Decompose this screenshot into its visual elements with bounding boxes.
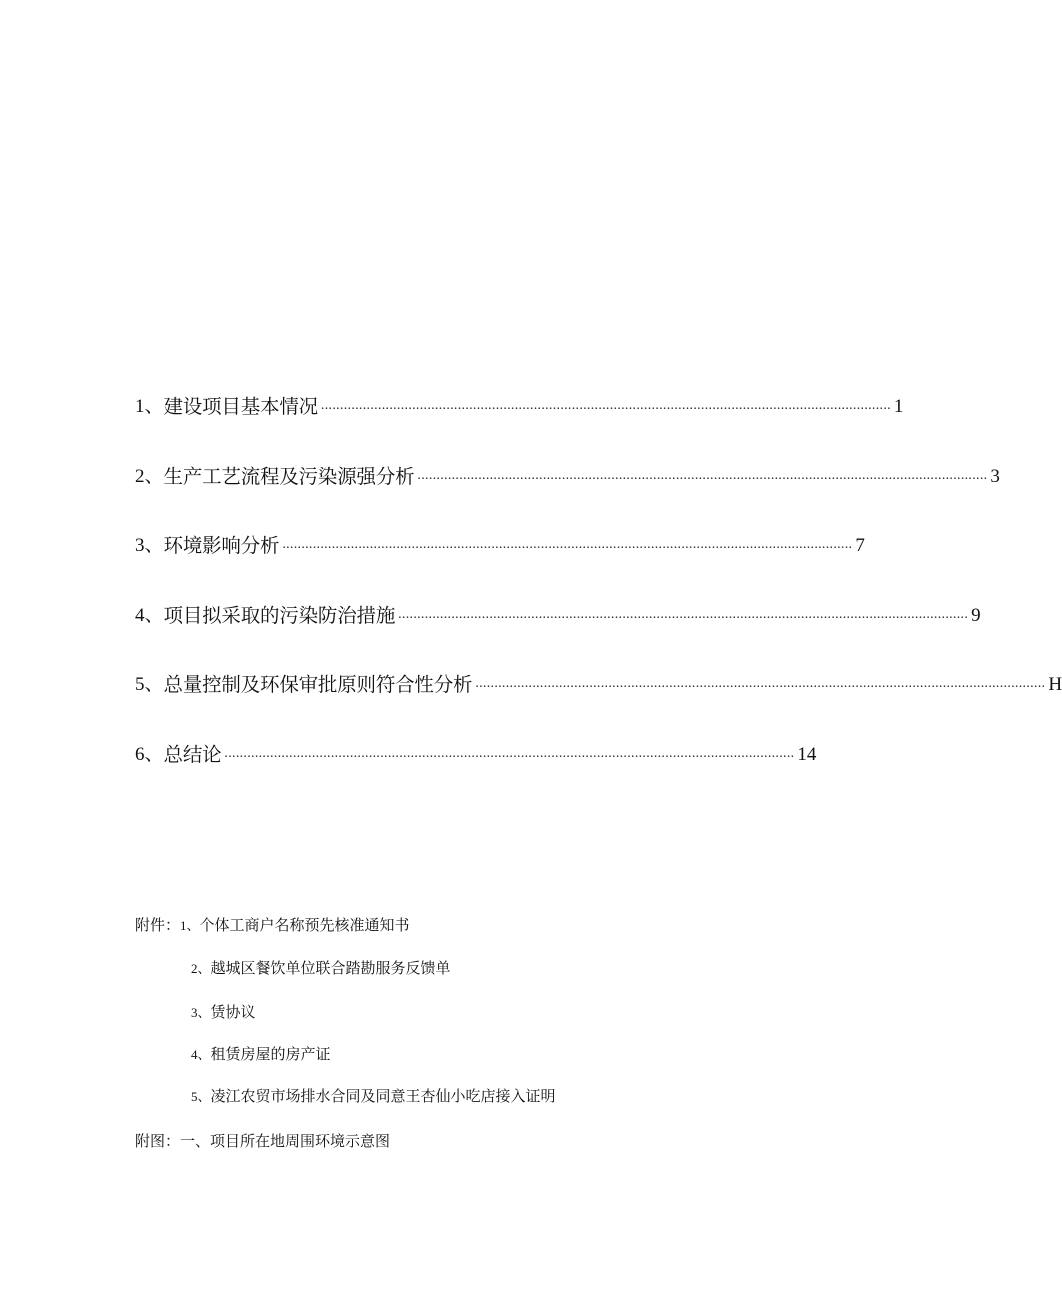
attachment-text: 个体工商户名称预先核准通知书 (199, 916, 410, 934)
toc-entry[interactable] (135, 458, 1000, 492)
toc-entry-title: 建设项目基本情况 (163, 395, 318, 418)
toc-dot-leader: ...................................................................................................................................................... (282, 537, 853, 553)
attachment-item (191, 1085, 556, 1108)
toc-entry-number: 5、 (135, 674, 164, 696)
toc-entry-page: 1 (893, 396, 904, 417)
toc-entry-title: 生产工艺流程及污染源强分析 (163, 464, 415, 488)
toc-entry[interactable] (135, 666, 1062, 700)
figure-text: 一、项目所在地周围环境示意图 (180, 1132, 391, 1150)
toc-entry-number: 4、 (135, 604, 164, 626)
toc-entry-page: 7 (855, 535, 865, 557)
toc-entry[interactable] (135, 388, 904, 422)
toc-entry[interactable] (135, 597, 981, 631)
toc-dot-leader: ...................................................................................................................................................... (398, 606, 969, 622)
toc-entry-title: 总量控制及环保审批原则符合性分析 (163, 673, 473, 697)
toc-entry-page: 9 (971, 604, 981, 626)
toc-entry-title: 总结论 (163, 742, 222, 766)
toc-entry-title: 项目拟采取的污染防治措施 (163, 603, 396, 627)
toc-entry-number: 6、 (135, 743, 164, 765)
table-of-contents (135, 388, 1062, 806)
toc-entry[interactable] (135, 527, 865, 561)
attachment-number: 2、 (191, 961, 211, 976)
toc-entry-number: 3、 (135, 535, 164, 557)
attachment-text: 赁协议 (210, 1003, 256, 1021)
attachment-text: 租赁房屋的房产证 (210, 1045, 331, 1063)
toc-entry-page: 3 (990, 465, 1000, 487)
toc-dot-leader: ...................................................................................................................................................... (417, 467, 988, 483)
attachments-label: 附件： (135, 916, 181, 934)
figures-label: 附图： (135, 1132, 181, 1150)
toc-dot-leader: ...................................................................................................................................................... (320, 398, 891, 413)
attachment-text: 凌江农贸市场排水合同及同意王杏仙小吃店接入证明 (210, 1087, 556, 1105)
attachment-number: 1、 (180, 918, 200, 933)
attachment-number: 5、 (191, 1089, 211, 1104)
attachment-number: 3、 (191, 1005, 211, 1020)
toc-entry-page: 14 (797, 743, 817, 765)
toc-entry-number: 2、 (135, 465, 164, 487)
attachment-item (135, 914, 410, 937)
toc-dot-leader: ...................................................................................................................................................... (224, 745, 795, 761)
toc-entry-number: 1、 (135, 396, 164, 417)
attachment-item (191, 1001, 256, 1024)
attachment-item (191, 957, 451, 980)
attachment-number: 4、 (191, 1047, 211, 1062)
toc-dot-leader: ...................................................................................................................................................... (475, 676, 1046, 692)
attachment-text: 越城区餐饮单位联合踏勘服务反馈单 (210, 959, 451, 977)
toc-entry-title: 环境影响分析 (163, 534, 280, 558)
figure-item (135, 1130, 390, 1152)
toc-entry-page: H (1048, 674, 1062, 696)
toc-entry[interactable] (135, 736, 817, 770)
attachment-item (191, 1043, 331, 1066)
